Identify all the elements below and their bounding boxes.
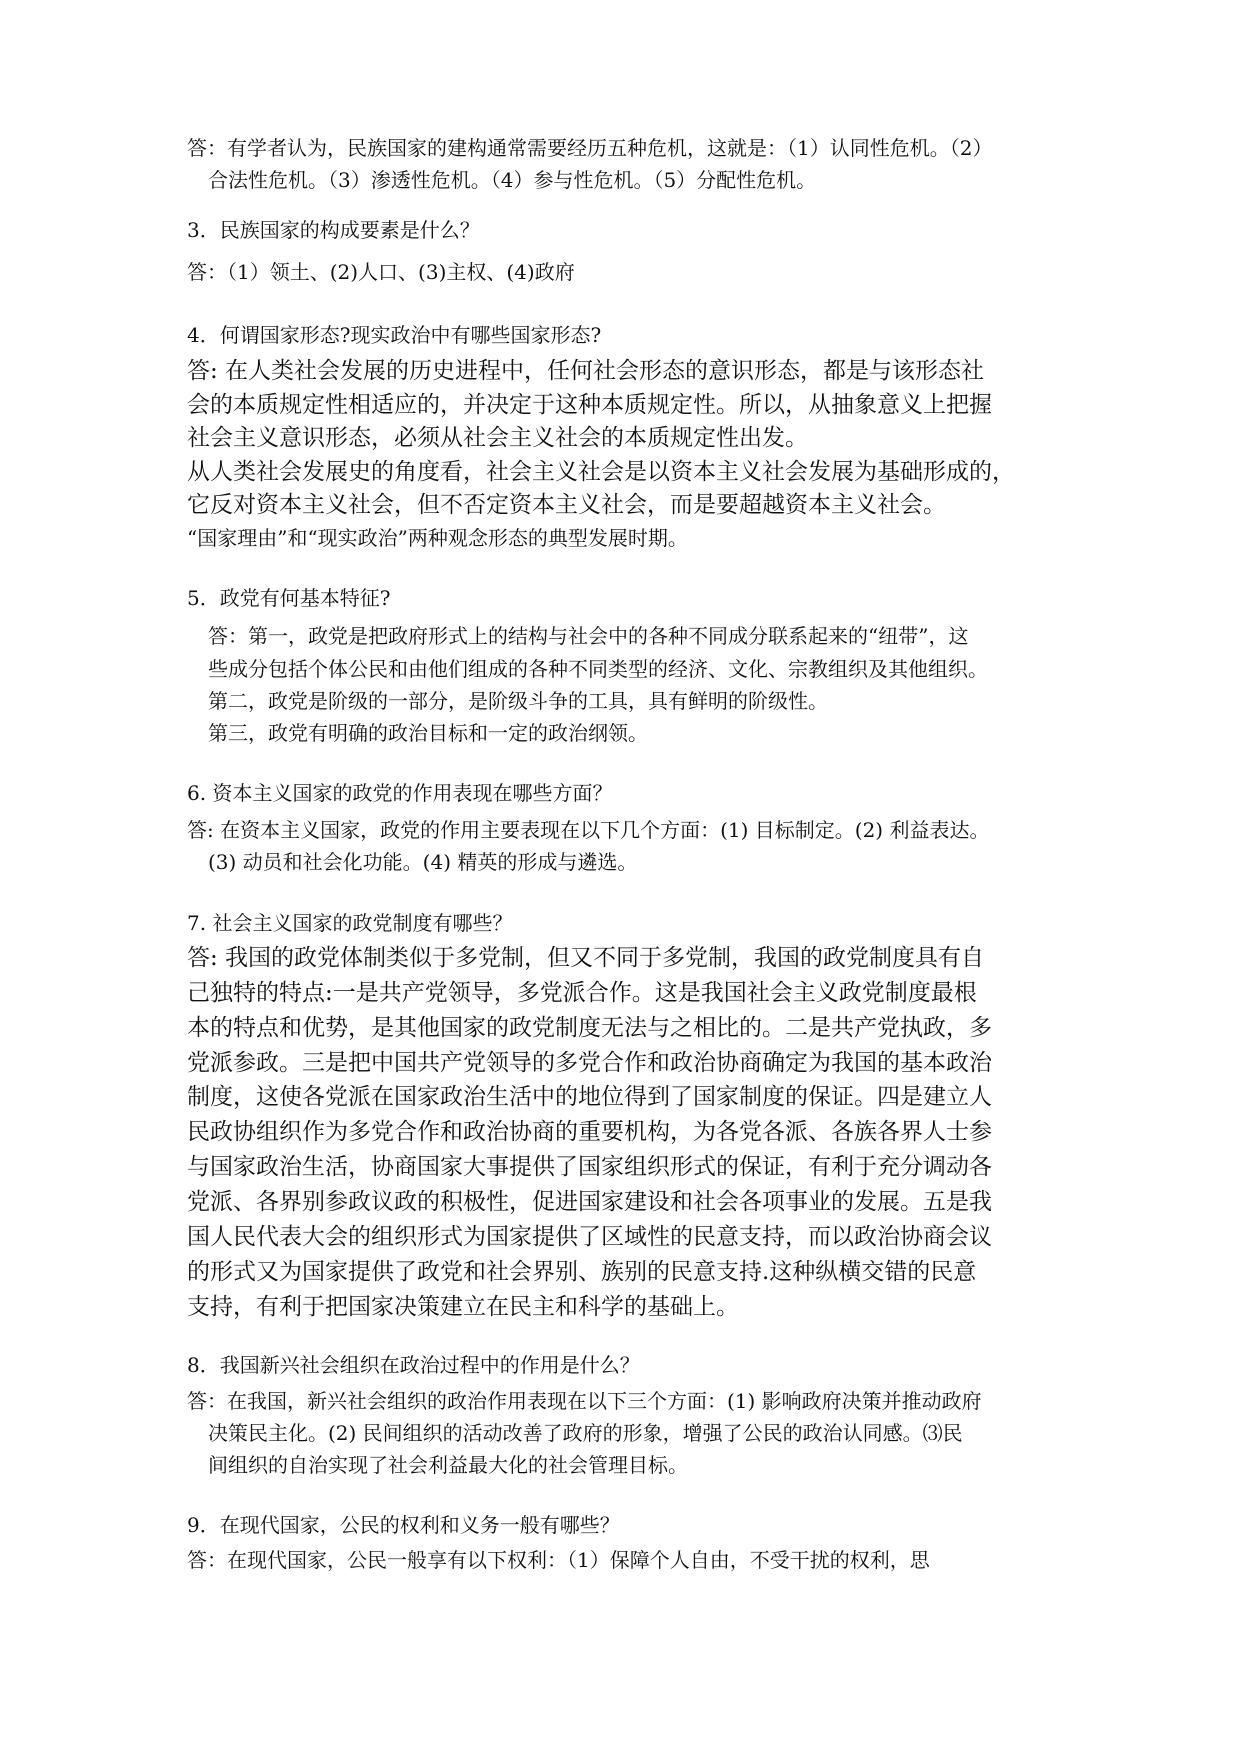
answer-line: 制度，这使各党派在国家政治生活中的地位得到了国家制度的保证。四是建立人 xyxy=(187,1084,992,1110)
answer-line: 与国家政治生活，协商国家大事提供了国家组织形式的保证，有利于充分调动各 xyxy=(187,1154,992,1180)
answer-line: 国人民代表大会的组织形式为国家提供了区域性的民意支持，而以政治协商会议 xyxy=(187,1224,992,1250)
answer-line: 答：有学者认为，民族国家的建构通常需要经历五种危机，这就是：（1）认同性危机。（2） xyxy=(187,136,993,160)
answer-line: 答: 在人类社会发展的历史进程中，任何社会形态的意识形态，都是与该形态社 xyxy=(187,358,985,384)
answer-line: 它反对资本主义社会，但不否定资本主义社会，而是要超越资本主义社会。 xyxy=(187,492,946,518)
answer-line: 答：（1）领土、(2)人口、(3)主权、(4)政府 xyxy=(187,260,575,284)
question-heading: 6. 资本主义国家的政党的作用表现在哪些方面？ xyxy=(187,781,613,805)
answer-line: 答: 在资本主义国家，政党的作用主要表现在以下几个方面：(1) 目标制定。(2) 利益表达。 xyxy=(187,818,990,842)
answer-line: 党派参政。三是把中国共产党领导的多党合作和政治协商确定为我国的基本政治 xyxy=(187,1050,992,1076)
answer-line: 答: 我国的政党体制类似于多党制，但又不同于多党制，我国的政党制度具有自 xyxy=(187,945,985,971)
answer-line: 第二，政党是阶级的一部分，是阶级斗争的工具，具有鲜明的阶级性。 xyxy=(208,689,828,713)
answer-line: 支持，有利于把国家决策建立在民主和科学的基础上。 xyxy=(187,1294,739,1320)
answer-line: 会的本质规定性相适应的，并决定于这种本质规定性。所以，从抽象意义上把握 xyxy=(187,392,992,418)
answer-line: 社会主义意识形态，必须从社会主义社会的本质规定性出发。 xyxy=(187,425,808,451)
answer-line: 些成分包括个体公民和由他们组成的各种不同类型的经济、文化、宗教组织及其他组织。 xyxy=(208,657,988,681)
answer-line: 己独特的特点:一是共产党领导，多党派合作。这是我国社会主义政党制度最根 xyxy=(187,980,977,1006)
question-heading: 4．何谓国家形态?现实政治中有哪些国家形态? xyxy=(187,323,602,347)
answer-line: 合法性危机。（3）渗透性危机。（4）参与性危机。（5）分配性危机。 xyxy=(208,168,817,192)
answer-line: 第三，政党有明确的政治目标和一定的政治纲领。 xyxy=(208,721,648,745)
question-heading: 7. 社会主义国家的政党制度有哪些？ xyxy=(187,911,513,935)
answer-line: 本的特点和优势，是其他国家的政党制度无法与之相比的。二是共产党执政，多 xyxy=(187,1015,992,1041)
answer-line: 答：第一，政党是把政府形式上的结构与社会中的各种不同成分联系起来的“纽带”，这 xyxy=(208,624,969,648)
answer-line: 决策民主化。(2) 民间组织的活动改善了政府的形象，增强了公民的政治认同感。⑶民 xyxy=(208,1421,963,1445)
answer-line: 的形式又为国家提供了政党和社会界别、族别的民意支持.这种纵横交错的民意 xyxy=(187,1259,977,1285)
answer-line: (3) 动员和社会化功能。(4) 精英的形成与遴选。 xyxy=(208,850,638,874)
answer-line: 党派、各界别参政议政的积极性，促进国家建设和社会各项事业的发展。五是我 xyxy=(187,1189,992,1215)
question-heading: 5．政党有何基本特征? xyxy=(187,586,391,610)
answer-line: 从人类社会发展史的角度看，社会主义社会是以资本主义社会发展为基础形成的， xyxy=(187,459,1015,485)
answer-line: 民政协组织作为多党合作和政治协商的重要机构，为各党各派、各族各界人士参 xyxy=(187,1119,992,1145)
answer-line: 答：在我国，新兴社会组织的政治作用表现在以下三个方面：(1) 影响政府决策并推动政府 xyxy=(187,1389,982,1413)
question-heading: 9．在现代国家，公民的权利和义务一般有哪些？ xyxy=(187,1513,620,1537)
answer-line: 答：在现代国家，公民一般享有以下权利：（1）保障个人自由，不受干扰的权利，思 xyxy=(187,1548,930,1572)
question-heading: 8．我国新兴社会组织在政治过程中的作用是什么？ xyxy=(187,1353,640,1377)
answer-line: “国家理由”和“现实政治”两种观念形态的典型发展时期。 xyxy=(187,526,688,550)
answer-line: 间组织的自治实现了社会利益最大化的社会管理目标。 xyxy=(208,1453,688,1477)
question-heading: 3．民族国家的构成要素是什么？ xyxy=(187,218,480,242)
